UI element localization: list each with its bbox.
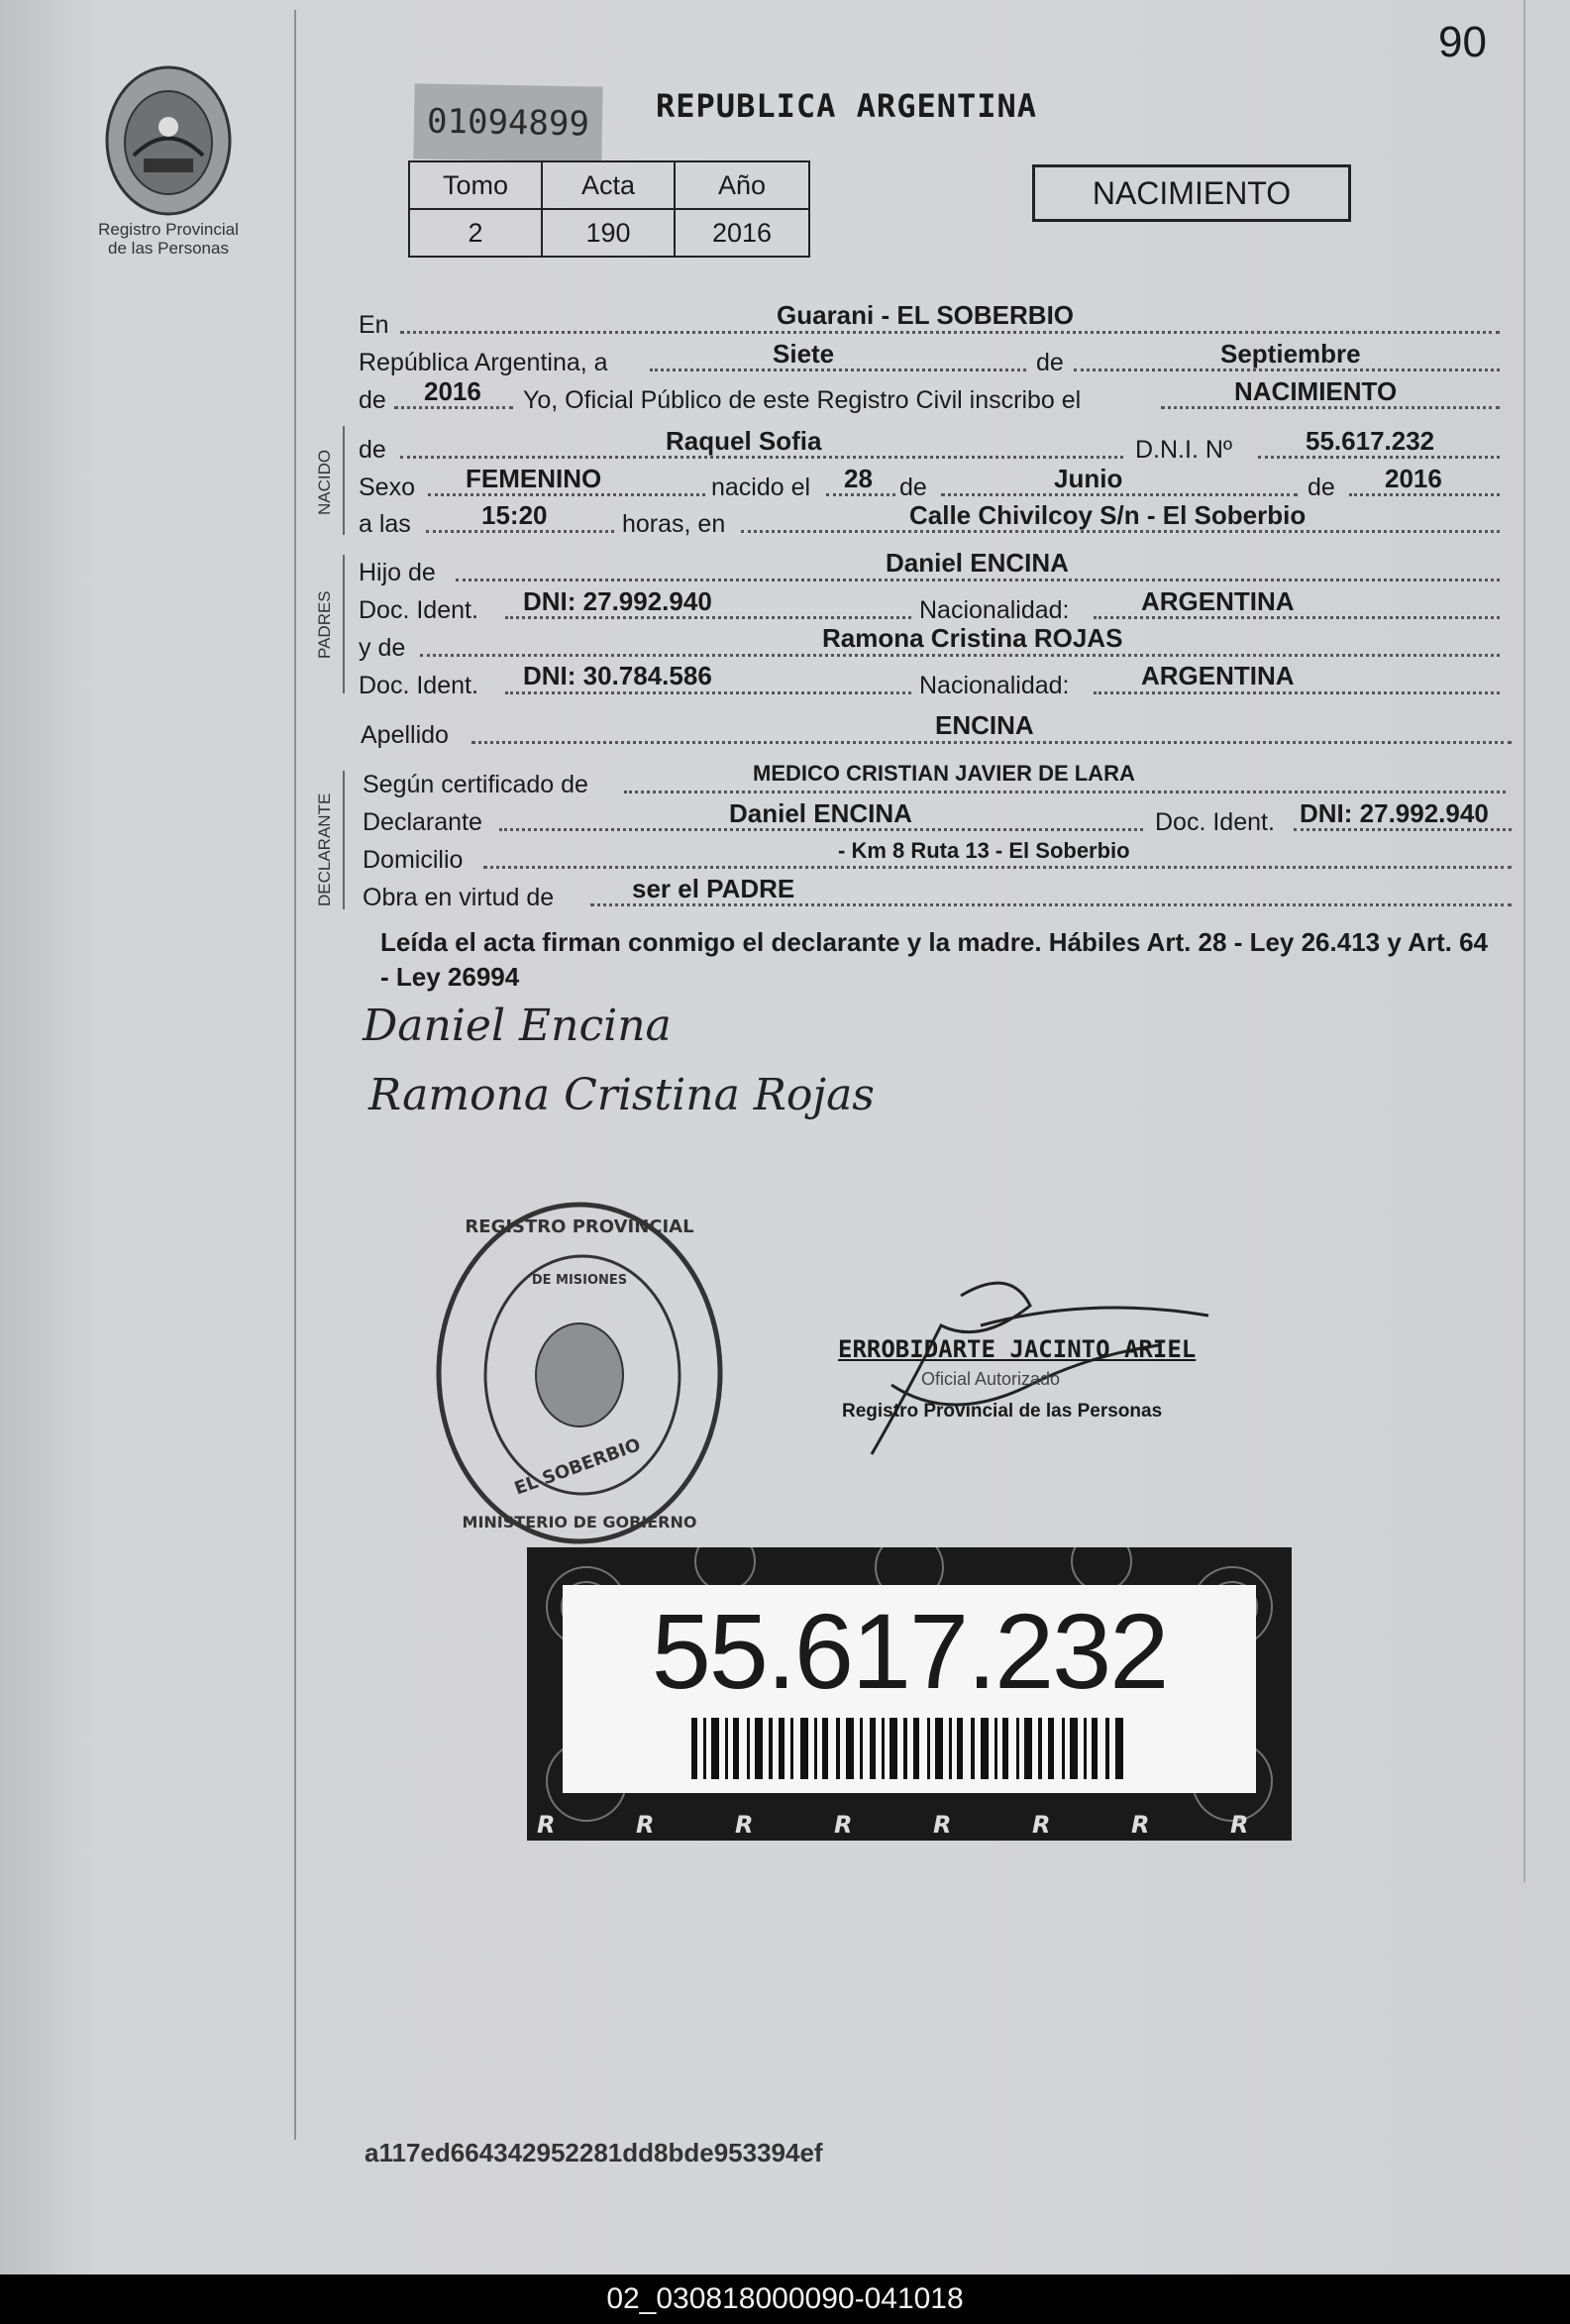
registry-value-row (409, 209, 809, 257)
birth-de-label-1: de (899, 474, 927, 501)
registry-round-stamp (436, 1185, 733, 1551)
apellido-label: Apellido (361, 721, 449, 749)
declarante-bracket (343, 771, 345, 909)
father-doc-value: DNI: 27.992.940 (523, 586, 712, 616)
official-stamp (832, 1266, 1268, 1464)
registry-header-row (409, 161, 809, 209)
cert-label: Según certificado de (363, 771, 588, 798)
document-hash: a117ed664342952281dd8bde953394ef (365, 2138, 823, 2167)
logo-caption-line2: de las Personas (108, 239, 229, 258)
record-type-box: NACIMIENTO (1032, 164, 1351, 222)
registry-table (408, 160, 810, 258)
apellido-value: ENCINA (935, 710, 1034, 740)
serial-number-stamp: 01094899 (413, 83, 602, 161)
father-value: Daniel ENCINA (886, 548, 1069, 578)
svg-text:MINISTERIO DE GOBIERNO: MINISTERIO DE GOBIERNO (462, 1513, 697, 1532)
barcode-number: 55.617.232 (651, 1591, 1168, 1711)
header-title: REPUBLICA ARGENTINA (656, 87, 1038, 125)
birth-month-value: Junio (1054, 464, 1123, 493)
en-dotted-line (400, 331, 1500, 334)
svg-text:R: R (735, 1811, 754, 1839)
name-value: Raquel Sofia (666, 426, 822, 456)
cert-value: MEDICO CRISTIAN JAVIER DE LARA (753, 761, 1135, 786)
declarant-signature: Daniel Encina (363, 1001, 672, 1051)
svg-text:R: R (537, 1811, 556, 1839)
nacido-bracket (343, 426, 345, 535)
mother-doc-value: DNI: 30.784.586 (523, 661, 712, 690)
father-nat-value: ARGENTINA (1141, 586, 1295, 616)
de-label-2: de (359, 386, 386, 414)
declarante-doc-label: Doc. Ident. (1155, 808, 1275, 836)
domicilio-dotted-line (483, 866, 1512, 869)
mother-signature: Ramona Cristina Rojas (368, 1070, 875, 1120)
place-value: Calle Chivilcoy S/n - El Soberbio (909, 500, 1307, 530)
birth-de-label-2: de (1308, 474, 1335, 501)
dni-value: 55.617.232 (1306, 426, 1435, 456)
official-name: ERROBIDARTE JACINTO ARIEL (838, 1335, 1197, 1363)
svg-text:DE MISIONES: DE MISIONES (531, 1273, 628, 1288)
alas-label: a las (359, 510, 411, 538)
province-seal-logo (94, 61, 243, 220)
sexo-label: Sexo (359, 474, 415, 501)
barcode-bars (691, 1718, 1127, 1779)
mother-doc-dotted-line (505, 691, 911, 694)
right-margin-rule (1523, 0, 1525, 1882)
inscribo-text: Yo, Oficial Público de este Registro Civil inscribo el (523, 386, 1082, 414)
page-number: 90 (1438, 18, 1487, 66)
registry-value-tomo: 2 (409, 209, 542, 257)
inscribo-value: NACIMIENTO (1234, 376, 1398, 406)
mother-doc-label: Doc. Ident. (359, 672, 478, 699)
registry-value-anio: 2016 (675, 209, 809, 257)
left-margin-rule (294, 10, 296, 2140)
svg-text:REGISTRO PROVINCIAL: REGISTRO PROVINCIAL (465, 1216, 694, 1237)
svg-text:R: R (834, 1811, 853, 1839)
padres-bracket (343, 555, 345, 693)
birth-year-value: 2016 (1385, 464, 1442, 493)
de-label-1: de (1036, 349, 1064, 376)
svg-text:R: R (636, 1811, 655, 1839)
dni-label: D.N.I. Nº (1135, 436, 1233, 464)
logo-caption (69, 220, 267, 258)
domicilio-label: Domicilio (363, 846, 464, 874)
registry-value-acta: 190 (542, 209, 675, 257)
domicilio-value: - Km 8 Ruta 13 - El Soberbio (838, 838, 1130, 863)
time-value: 15:20 (481, 500, 548, 530)
yde-label: y de (359, 634, 406, 662)
hijo-label: Hijo de (359, 559, 436, 586)
declarante-side-label: DECLARANTE (315, 792, 334, 906)
registry-header-anio: Año (675, 161, 809, 209)
svg-text:R: R (1131, 1811, 1150, 1839)
legal-text: Leída el acta firman conmigo el declarante y la madre. Hábiles Art. 28 - Ley 26.413 y Art. 64 - Ley 26994 (380, 927, 1488, 992)
nacido-el-label: nacido el (711, 474, 811, 501)
en-label: En (359, 311, 389, 339)
birth-day-value: 28 (844, 464, 873, 493)
name-label: de (359, 436, 386, 464)
obra-label: Obra en virtud de (363, 884, 555, 911)
father-dotted-line (456, 579, 1500, 581)
sexo-value: FEMENINO (466, 464, 602, 493)
svg-text:EL SOBERBIO: EL SOBERBIO (511, 1434, 644, 1500)
year-value: 2016 (424, 376, 481, 406)
day-dotted-line (650, 369, 1026, 371)
official-role: Oficial Autorizado (921, 1369, 1061, 1389)
svg-text:R: R (1230, 1811, 1249, 1839)
mother-value: Ramona Cristina ROJAS (822, 623, 1123, 653)
father-nat-label: Nacionalidad: (919, 596, 1070, 624)
day-value: Siete (773, 339, 835, 369)
apellido-dotted-line (471, 741, 1512, 744)
mother-dotted-line (420, 654, 1500, 657)
svg-text:R: R (1032, 1811, 1051, 1839)
footer-code: 02_030818000090-041018 (0, 2274, 1570, 2324)
registry-header-tomo: Tomo (409, 161, 542, 209)
republica-label: República Argentina, a (359, 349, 608, 376)
mother-nat-dotted-line (1094, 691, 1500, 694)
horas-label: horas, en (622, 510, 726, 538)
svg-text:R: R (933, 1811, 952, 1839)
month-value: Septiembre (1220, 339, 1361, 369)
padres-side-label: PADRES (315, 590, 334, 659)
declarante-value: Daniel ENCINA (729, 798, 912, 828)
declarante-doc-value: DNI: 27.992.940 (1300, 798, 1489, 828)
mother-nat-label: Nacionalidad: (919, 672, 1070, 699)
en-value: Guarani - EL SOBERBIO (777, 300, 1075, 330)
barcode-label (527, 1547, 1292, 1841)
nacido-side-label: NACIDO (315, 449, 334, 515)
father-doc-label: Doc. Ident. (359, 596, 478, 624)
obra-value: ser el PADRE (632, 874, 795, 903)
logo-caption-line1: Registro Provincial (98, 220, 239, 239)
official-org: Registro Provincial de las Personas (842, 1401, 1163, 1422)
official-signature-scrawl (832, 1266, 1268, 1464)
cert-dotted-line (624, 791, 1506, 793)
registry-header-acta: Acta (542, 161, 675, 209)
mother-nat-value: ARGENTINA (1141, 661, 1295, 690)
declarante-label: Declarante (363, 808, 482, 836)
